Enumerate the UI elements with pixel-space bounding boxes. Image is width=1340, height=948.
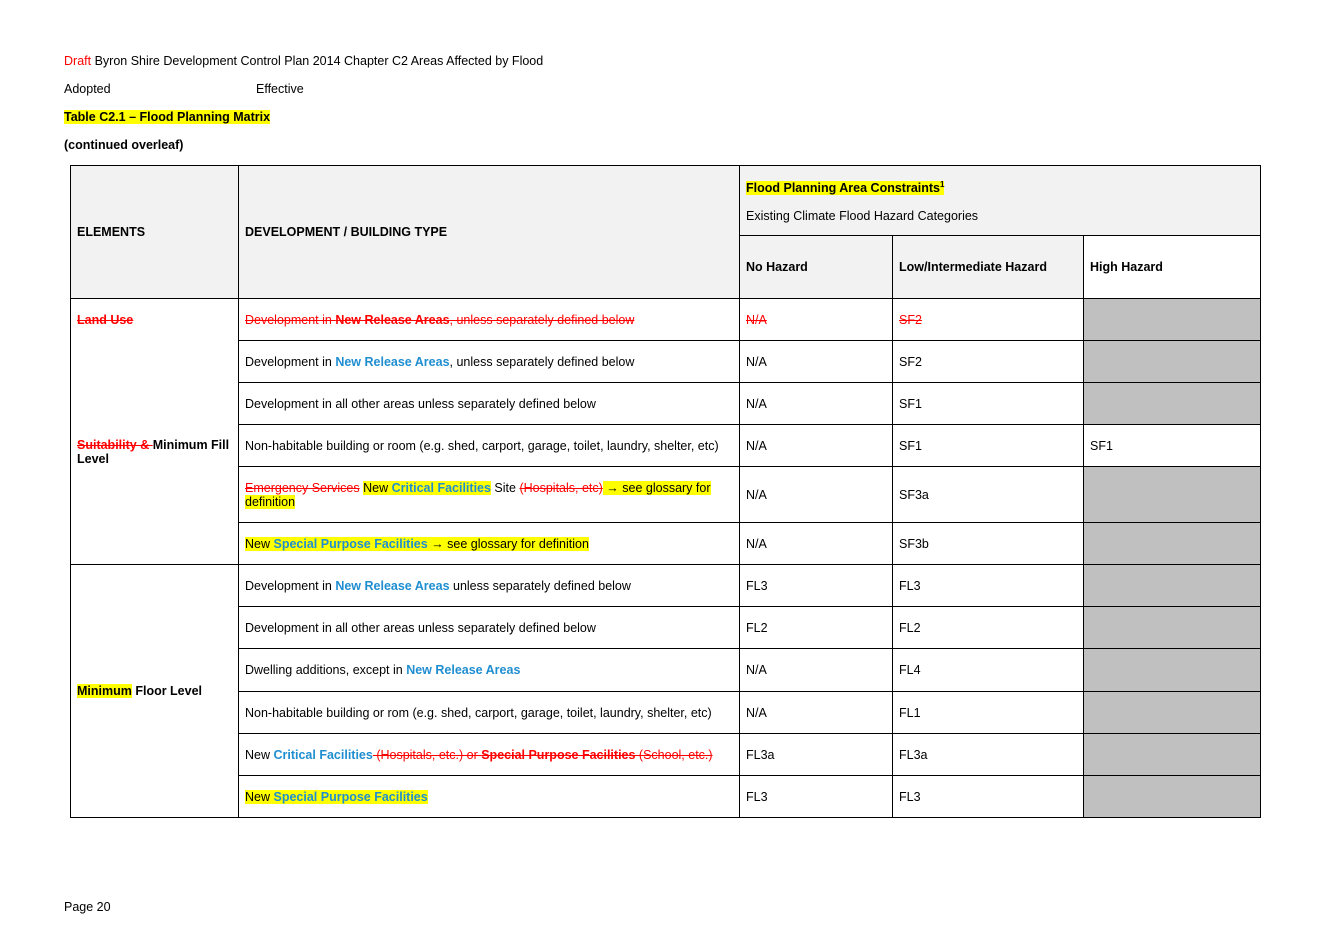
table-row	[71, 734, 1261, 776]
table-row	[71, 607, 1261, 649]
low-hazard-cell: SF1	[893, 425, 1084, 467]
r5-text-d: → see glossary for definition	[245, 480, 711, 509]
high-hazard-cell	[1084, 383, 1261, 425]
table-row	[71, 565, 1261, 607]
constraints-title-text: Flood Planning Area Constraints	[746, 181, 940, 196]
low-hazard-cell: FL1	[893, 692, 1084, 734]
r7-text-a: Development in	[245, 578, 336, 593]
low-hazard-cell: SF1	[893, 383, 1084, 425]
r2-text-a: Development in	[245, 354, 336, 369]
r5-text-b: Critical Facilities	[391, 480, 491, 495]
r2-text-b: New Release Areas	[335, 354, 450, 369]
table-title	[64, 110, 270, 124]
table-title-text: Table C2.1 – Flood Planning Matrix	[64, 110, 271, 124]
development-type-header: DEVELOPMENT / BUILDING TYPE	[239, 166, 740, 299]
element-min-floor-level	[71, 565, 239, 818]
r9-text-b: New Release Areas	[406, 663, 521, 677]
development-type-cell	[239, 299, 740, 341]
plan-title: Byron Shire Development Control Plan 2014 Chapter C2 Areas Affected by Flood	[91, 54, 544, 68]
development-type-cell: Non-habitable building or room (e.g. shed, carport, garage, toilet, laundry, shelter, etc)	[239, 425, 740, 467]
r11-struck-1: (Hospitals, etc.) or	[372, 747, 482, 762]
floor-level-text: Floor Level	[131, 684, 203, 698]
no-hazard-cell: N/A	[740, 299, 893, 341]
low-hazard-cell: FL3a	[893, 734, 1084, 776]
no-hazard-cell: FL3	[740, 565, 893, 607]
r7-text-b: New Release Areas	[335, 578, 450, 593]
development-type-cell	[239, 565, 740, 607]
no-hazard-cell: N/A	[740, 649, 893, 692]
r2-text-c: , unless separately defined below	[449, 354, 635, 369]
development-type-cell: Non-habitable building or rom (e.g. shed, carport, garage, toilet, laundry, shelter, etc)	[239, 692, 740, 734]
low-hazard-cell: FL2	[893, 607, 1084, 649]
r5-text-c: Site	[490, 480, 520, 495]
high-hazard-header: High Hazard	[1084, 236, 1261, 299]
high-hazard-cell	[1084, 523, 1261, 565]
high-hazard-cell	[1084, 565, 1261, 607]
r6-text-c: → see glossary for definition	[427, 536, 589, 551]
high-hazard-cell	[1084, 467, 1261, 523]
table-row	[71, 299, 1261, 341]
low-intermediate-hazard-header: Low/Intermediate Hazard	[893, 236, 1084, 299]
table-row	[71, 649, 1261, 692]
page-number: Page 20	[64, 900, 111, 914]
high-hazard-cell	[1084, 649, 1261, 692]
no-hazard-cell: N/A	[740, 523, 893, 565]
table-row	[71, 692, 1261, 734]
minimum-highlight: Minimum	[77, 684, 132, 698]
effective-label: Effective	[256, 82, 304, 96]
suitability-struck: Suitability &	[77, 438, 153, 453]
no-hazard-cell: N/A	[740, 383, 893, 425]
development-type-cell	[239, 776, 740, 818]
low-hazard-cell: FL4	[893, 649, 1084, 692]
no-hazard-cell: FL3a	[740, 734, 893, 776]
no-hazard-cell: FL2	[740, 607, 893, 649]
development-type-cell: Development in all other areas unless separately defined below	[239, 607, 740, 649]
r11-text-b: Critical Facilities	[273, 747, 373, 762]
flood-planning-matrix-table	[70, 165, 1261, 818]
low-hazard-cell: SF3a	[893, 467, 1084, 523]
high-hazard-cell	[1084, 341, 1261, 383]
constraints-subtitle: Existing Climate Flood Hazard Categories	[746, 209, 979, 224]
r5-struck-1: Emergency Services	[245, 480, 360, 495]
low-hazard-cell: SF2	[893, 341, 1084, 383]
element-min-fill-level	[71, 341, 239, 565]
r6-text-a: New	[245, 536, 274, 551]
development-type-cell: Development in all other areas unless separately defined below	[239, 383, 740, 425]
r1-text-a: Development in	[245, 312, 336, 327]
high-hazard-cell	[1084, 692, 1261, 734]
r1-text-b: New Release Areas	[335, 312, 450, 327]
r5-struck-2: (Hospitals, etc)	[519, 480, 603, 495]
table-row	[71, 523, 1261, 565]
constraints-header	[740, 166, 1261, 236]
adopted-label: Adopted	[64, 82, 111, 96]
high-hazard-cell	[1084, 299, 1261, 341]
table-row	[71, 425, 1261, 467]
r11-struck-2: Special Purpose Facilities	[481, 747, 636, 762]
no-hazard-cell: N/A	[740, 692, 893, 734]
table-row	[71, 467, 1261, 523]
low-hazard-cell: FL3	[893, 776, 1084, 818]
document-header-title	[64, 54, 543, 68]
table-row	[71, 341, 1261, 383]
footnote-marker: 1	[940, 179, 945, 189]
development-type-cell	[239, 467, 740, 523]
min-fill-level-text: Minimum Fill Level	[77, 438, 230, 467]
r9-text-a: Dwelling additions, except in	[245, 663, 407, 677]
no-hazard-header: No Hazard	[740, 236, 893, 299]
r6-text-b: Special Purpose Facilities	[273, 536, 428, 551]
draft-label: Draft	[64, 54, 92, 68]
r1-text-c: , unless separately defined below	[449, 312, 635, 327]
r11-text-a: New	[245, 747, 274, 762]
no-hazard-cell: N/A	[740, 425, 893, 467]
constraints-title	[746, 181, 944, 195]
low-hazard-cell: SF3b	[893, 523, 1084, 565]
r7-text-c: unless separately defined below	[449, 578, 631, 593]
high-hazard-cell	[1084, 776, 1261, 818]
r11-struck-3: (School, etc.)	[635, 747, 713, 762]
development-type-cell	[239, 649, 740, 692]
elements-header: ELEMENTS	[71, 166, 239, 299]
no-hazard-cell: N/A	[740, 467, 893, 523]
no-hazard-cell: N/A	[740, 341, 893, 383]
r5-text-a: New	[363, 480, 392, 495]
development-type-cell	[239, 734, 740, 776]
element-land-use: Land Use	[71, 299, 239, 341]
high-hazard-cell: SF1	[1084, 425, 1261, 467]
no-hazard-cell: FL3	[740, 776, 893, 818]
header-row-1	[71, 166, 1261, 236]
high-hazard-cell	[1084, 607, 1261, 649]
table-row	[71, 383, 1261, 425]
continued-note: (continued overleaf)	[64, 138, 184, 152]
development-type-cell	[239, 523, 740, 565]
low-hazard-cell: FL3	[893, 565, 1084, 607]
r12-text-a: New	[245, 789, 274, 804]
low-hazard-cell: SF2	[893, 299, 1084, 341]
high-hazard-cell	[1084, 734, 1261, 776]
table-row	[71, 776, 1261, 818]
r12-text-b: Special Purpose Facilities	[273, 789, 428, 804]
development-type-cell	[239, 341, 740, 383]
